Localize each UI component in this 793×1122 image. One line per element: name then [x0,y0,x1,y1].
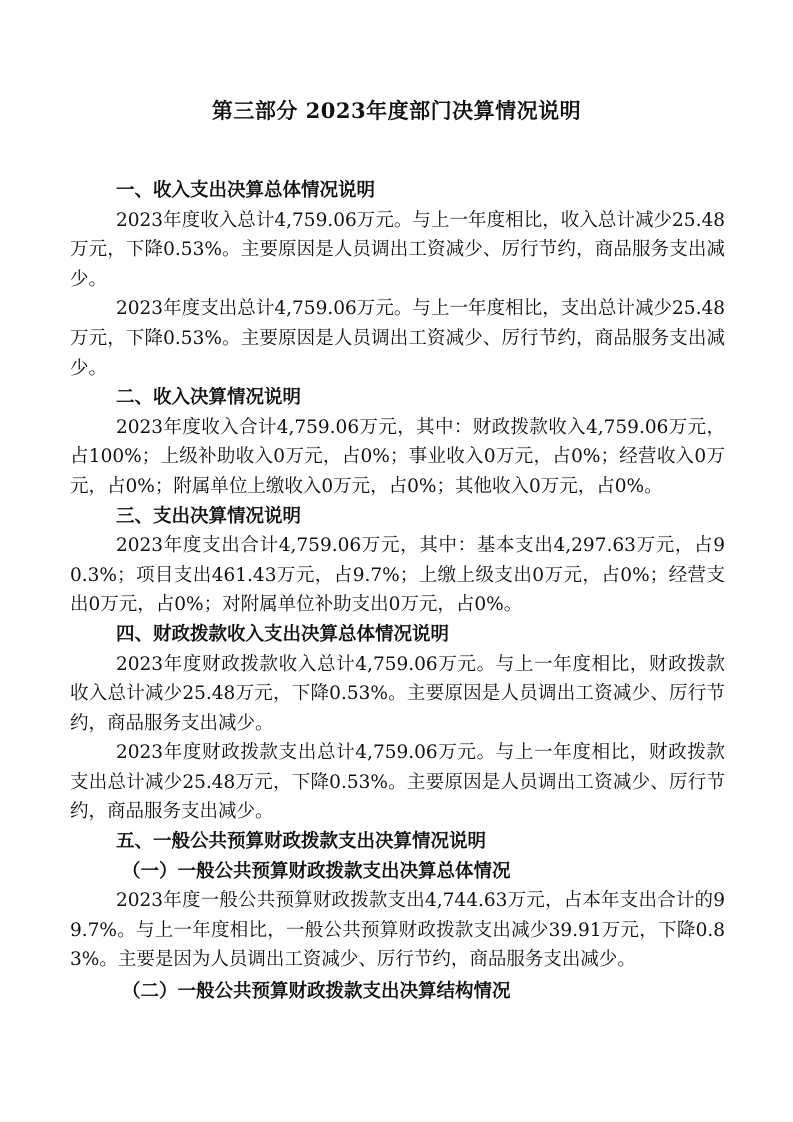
section-heading-5: 五、一般公共预算财政拨款支出决算情况说明 [116,831,487,853]
document-body [70,176,725,1007]
paragraph-expense-total: 2023年度支出总计4,759.06万元。与上一年度相比，支出总计减少25.48万元，下降0.53%。主要原因是人员调出工资减少、厉行节约，商品服务支出减少。 [70,298,725,379]
paragraph-expense-detail: 2023年度支出合计4,759.06万元，其中：基本支出4,297.63万元，占90.3%；项目支出461.43万元，占9.7%；上缴上级支出0万元，占0%；经营支出0万元，占0%；对附属单位补助支出0万元，占0%。 [70,535,725,616]
paragraph-fiscal-expense: 2023年度财政拨款支出总计4,759.06万元。与上一年度相比，财政拨款支出总计减少25.48万元，下降0.53%。主要原因是人员调出工资减少、厉行节约，商品服务支出减少。 [70,742,725,823]
paragraph-income-detail: 2023年度收入合计4,759.06万元，其中：财政拨款收入4,759.06万元，占100%；上级补助收入0万元，占0%；事业收入0万元，占0%；经营收入0万元，占0%；附属单位上缴收入0万元，占0%；其他收入0万元，占0%。 [70,416,725,497]
paragraph-income-total: 2023年度收入总计4,759.06万元。与上一年度相比，收入总计减少25.48万元，下降0.53%。主要原因是人员调出工资减少、厉行节约，商品服务支出减少。 [70,209,725,290]
section-heading-4: 四、财政拨款收入支出决算总体情况说明 [116,623,450,645]
paragraph-fiscal-income: 2023年度财政拨款收入总计4,759.06万元。与上一年度相比，财政拨款收入总计减少25.48万元，下降0.53%。主要原因是人员调出工资减少、厉行节约，商品服务支出减少。 [70,653,725,734]
paragraph-general-budget: 2023年度一般公共预算财政拨款支出4,744.63万元，占本年支出合计的99.7%。与上一年度相比，一般公共预算财政拨款支出减少39.91万元，下降0.83%。主要是因为人员调出工资减少、厉行节约，商品服务支出减少。 [70,890,725,971]
section-heading-1: 一、收入支出决算总体情况说明 [116,180,376,201]
section-heading-2: 二、收入决算情况说明 [116,387,302,409]
sub-heading-overall: （一）一般公共预算财政拨款支出决算总体情况 [122,860,511,882]
section-heading-3: 三、支出决算情况说明 [116,505,302,527]
sub-heading-structure: （二）一般公共预算财政拨款支出决算结构情况 [122,981,511,1003]
page-title: 第三部分 2023年度部门决算情况说明 [211,98,582,123]
